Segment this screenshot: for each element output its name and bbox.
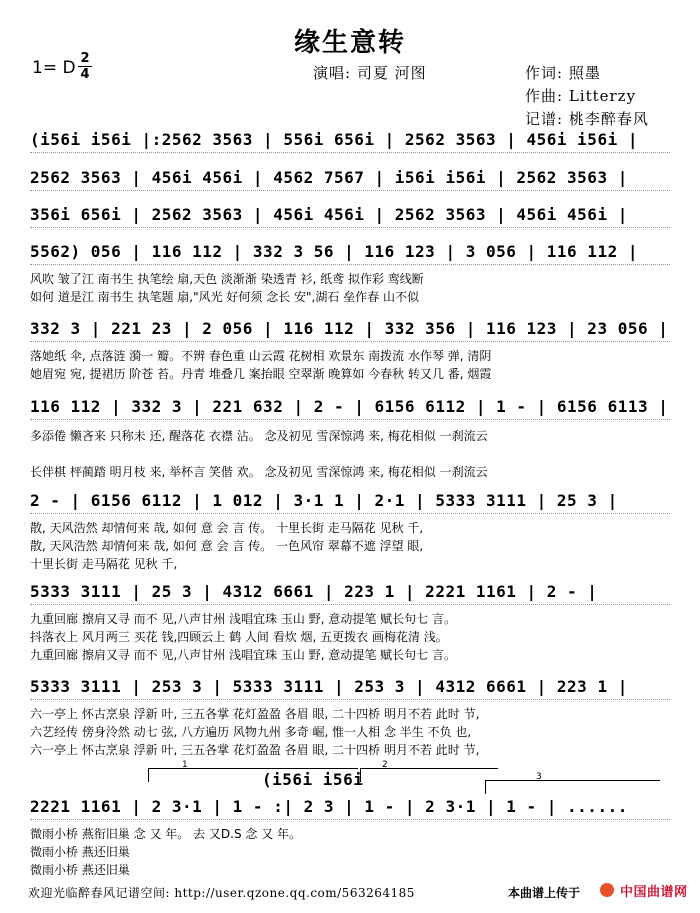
lyric-line: 散, 天风浩然 却情何来 哉, 如何 意 会 言 传。 一色风帘 翠幕不遮 浮望 眼,	[30, 539, 424, 553]
volta-1-edge	[148, 768, 149, 782]
beam-line	[30, 513, 670, 514]
transcriber-credit: 记谱: 桃李醉春风	[525, 110, 649, 128]
beam-line	[30, 227, 670, 228]
notation-row: 2562 3563 | 456i 456i | 4562 7567 | i56i i56i | 2562 3563 |	[30, 168, 628, 187]
beam-line	[30, 190, 670, 191]
notation-row: (i56i i56i |:2562 3563 | 556i 656i | 2562 3563 | 456i i56i |	[30, 130, 638, 149]
notation-row: 5333 3111 | 253 3 | 5333 3111 | 253 3 | 4312 6661 | 223 1 |	[30, 677, 628, 696]
volta-2-label: 2	[382, 760, 388, 770]
beam-line	[30, 604, 670, 605]
logo-text: 中国曲谱网	[620, 885, 688, 900]
lyric-line: 如何 道是江 南书生 执笔题 扇,"风光 好何须 念长 安",湖石 垒作春 山不似	[30, 290, 420, 304]
lyric-line: 六一亭上 怀古烹泉 浮新 叶, 三五各掌 花灯盈盈 各眉 眼, 二十四桥 明月不若 此时 节,	[30, 743, 480, 757]
volta-3-edge	[485, 780, 486, 794]
lyric-line: 抖落衣上 风月两三 买花 钱,四顾云上 鹤 人间 看炊 烟, 五更拨衣 画梅花清 浅。	[30, 630, 448, 644]
lyric-line: 九重回廊 擦肩又寻 而不 见,八声甘州 浅唱宜珠 玉山 野, 意动提笔 赋长句七 言。	[30, 648, 456, 662]
beam-line	[30, 341, 670, 342]
footer-site-note: 欢迎光临醉春风记谱空间: http://user.qzone.qq.com/563264185	[28, 886, 415, 900]
beam-line	[30, 264, 670, 265]
lyric-line: 微雨小桥 燕衔旧巢 念 又 年。 去 又D.S 念 又 年。	[30, 827, 302, 841]
logo-mark-icon	[600, 883, 614, 897]
beam-line	[30, 419, 670, 420]
lyric-line: 六艺经传 傍身泠然 动七 弦, 八方遍历 风物九州 多奇 崛, 惟一人相 念 半生 不负 也,	[30, 725, 472, 739]
volta-1-label: 1	[182, 760, 188, 770]
lyric-line: 九重回廊 擦肩又寻 而不 见,八声甘州 浅唱宜珠 玉山 野, 意动提笔 赋长句七 言。	[30, 612, 456, 626]
composer-credit: 作曲: Litterzy	[525, 87, 637, 105]
notation-row: 5562) 056 | 116 112 | 332 3 56 | 116 123 | 3 056 | 116 112 |	[30, 242, 638, 261]
singer-credit: 演唱: 司夏 河图	[313, 64, 427, 82]
lyric-line: 长伴棋 枰蔺踏 明月枝 来, 举杯言 笑偕 欢。 念及初见 雪深惊鸿 来, 梅花相似 一刹流云	[30, 465, 488, 479]
footer-upload-note: 本曲谱上传于	[508, 886, 581, 900]
volta-3-label: 3	[536, 772, 542, 782]
lyricist-credit: 作词: 照墨	[525, 64, 601, 82]
notation-row: 332 3 | 221 23 | 2 056 | 116 112 | 332 356 | 116 123 | 23 056 |	[30, 319, 669, 338]
site-logo[interactable]	[598, 880, 690, 900]
lyric-line: 她眉宛 宛, 提裙历 阶苍 苔。丹青 堆叠几 案抬眼 空翠渐 晚算如 今春秋 转又几 番, 烟霞	[30, 367, 492, 381]
notation-row: 116 112 | 332 3 | 221 632 | 2 - | 6156 6112 | 1 - | 6156 6113 |	[30, 397, 669, 416]
notation-row: 2221 1161 | 2 3·1 | 1 - :| 2 3 | 1 - | 2 3·1 | 1 - | ......	[30, 797, 628, 816]
beam-line	[30, 699, 670, 700]
key-signature: 1= D	[32, 58, 76, 78]
notation-row: 5333 3111 | 25 3 | 4312 6661 | 223 1 | 2221 1161 | 2 - |	[30, 582, 598, 601]
volta-intro-notes: (i56i i56i	[262, 770, 364, 789]
lyric-line: 落她纸 伞, 点落涟 漪一 瓣。不辨 春色重 山云霞 花树相 欢景东 南拨流 水作琴 弹, 清阴	[30, 349, 492, 363]
beam-line	[30, 152, 670, 153]
volta-1-bracket	[148, 768, 358, 769]
lyric-line: 六一亭上 怀古烹泉 浮新 叶, 三五各掌 花灯盈盈 各眉 眼, 二十四桥 明月不若 此时 节,	[30, 707, 480, 721]
time-signature-top: 2	[80, 51, 90, 66]
beam-line	[30, 819, 670, 820]
lyric-line: 十里长街 走马隔花 见秋 千,	[30, 557, 178, 571]
time-signature	[78, 52, 92, 81]
lyric-line: 多添倦 懒吝来 只称未 还, 醒落花 衣襟 沾。 念及初见 雪深惊鸿 来, 梅花相似 一刹流云	[30, 429, 488, 443]
lyric-line: 风吹 皱了江 南书生 执笔绘 扇,天色 淡渐渐 染透青 衫, 纸鸢 拟作彩 鸾线断	[30, 272, 424, 286]
notation-row: 2 - | 6156 6112 | 1 012 | 3·1 1 | 2·1 | 5333 3111 | 25 3 |	[30, 491, 618, 510]
volta-3-bracket	[485, 780, 660, 781]
notation-row: 356i 656i | 2562 3563 | 456i 456i | 2562 3563 | 456i 456i |	[30, 205, 628, 224]
time-signature-bottom: 4	[80, 67, 90, 82]
volta-2-bracket	[360, 768, 498, 769]
lyric-line: 散, 天风浩然 却情何来 哉, 如何 意 会 言 传。 十里长街 走马隔花 见秋 千,	[30, 521, 424, 535]
page-title: 缘生意转	[293, 28, 406, 58]
lyric-line: 微雨小桥 燕还旧巢	[30, 845, 130, 859]
lyric-line: 微雨小桥 燕还旧巢	[30, 863, 130, 877]
